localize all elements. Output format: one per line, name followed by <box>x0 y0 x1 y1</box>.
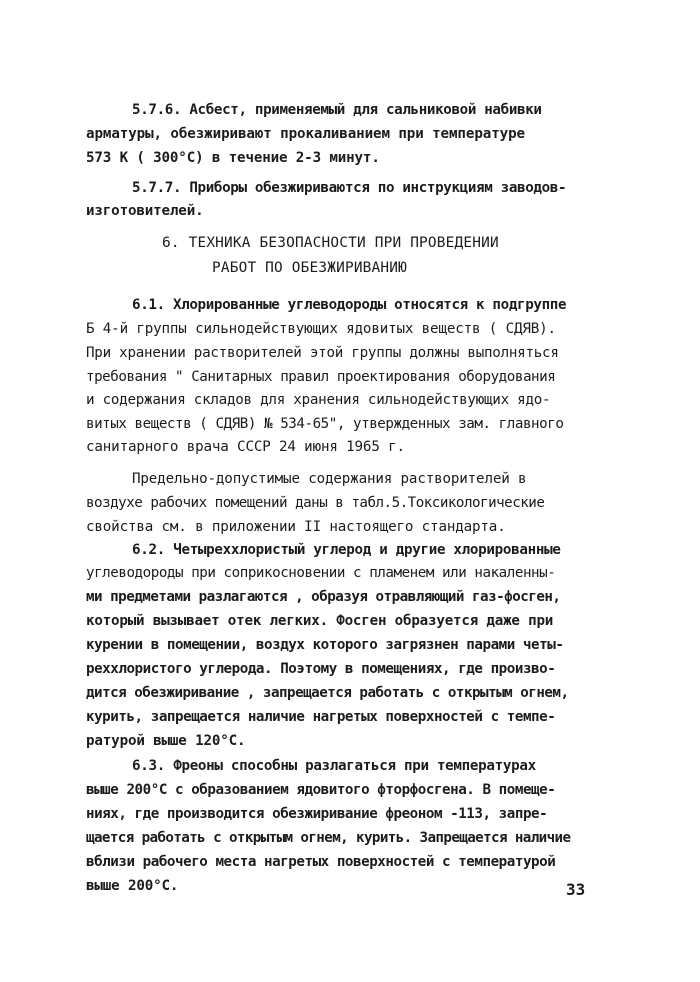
heading-line: РАБОТ ПО ОБЕЗЖИРИВАНИЮ <box>212 260 408 276</box>
text-line: 6.3. Фреоны способны разлагаться при температурах <box>132 758 536 774</box>
text-line: вблизи рабочего места нагретых поверхностей с температурой <box>86 854 556 870</box>
text-line: ниях, где производится обезжиривание фреоном -113, запре- <box>86 806 548 822</box>
text-line: курить, запрещается наличие нагретых поверхностей с темпе- <box>86 709 556 725</box>
text-line: При хранении растворителей этой группы должны выполняться <box>86 345 559 361</box>
text-line: 6.1. Хлорированные углеводороды относятся к подгруппе <box>132 297 567 313</box>
text-line: 5.7.6. Асбест, применяемый для сальниковой набивки <box>132 102 542 118</box>
text-line: углеводороды при соприкосновении с пламенем или накаленны- <box>86 565 556 581</box>
text-line: щается работать с открытым огнем, курить. Запрещается наличие <box>86 830 571 846</box>
text-line: 573 К ( 300°С) в течение 2-3 минут. <box>86 150 380 166</box>
text-line: воздухе рабочих помещений даны в табл.5.Токсикологические <box>86 495 545 511</box>
text-line: Предельно-допустимые содержания растворителей в <box>132 471 527 487</box>
text-line: выше 200°С. <box>86 878 179 894</box>
text-line: реххлористого углерода. Поэтому в помещениях, где произво- <box>86 661 556 677</box>
text-line: курении в помещении, воздух которого загрязнен парами четы- <box>86 637 564 653</box>
text-line: который вызывает отек легких. Фосген образуется даже при <box>86 613 554 629</box>
text-line: ми предметами разлагаются , образуя отравляющий газ-фосген, <box>86 589 561 605</box>
text-line: ратурой выше 120°С. <box>86 733 246 749</box>
text-line: арматуры, обезжиривают прокаливанием при температуре <box>86 126 525 142</box>
text-line: 6.2. Четыреххлористый углерод и другие хлорированные <box>132 542 561 558</box>
text-line: и содержания складов для хранения сильнодействующих ядо- <box>86 392 551 408</box>
page-number: 33 <box>566 880 586 899</box>
text-line: витых веществ ( СДЯВ) № 534-65", утвержденных зам. главного <box>86 416 564 432</box>
text-line: Б 4-й группы сильнодействующих ядовитых веществ ( СДЯВ). <box>86 321 556 337</box>
text-line: дится обезжиривание , запрещается работать с открытым огнем, <box>86 685 569 701</box>
text-line: изготовителей. <box>86 203 204 219</box>
text-line: санитарного врача СССР 24 июня 1965 г. <box>86 439 405 455</box>
text-line: 5.7.7. Приборы обезжириваются по инструкциям заводов- <box>132 180 567 196</box>
text-line: выше 200°С с образованием ядовитого фторфосгена. В помеще- <box>86 782 556 798</box>
text-line: требования " Санитарных правил проектирования оборудования <box>86 369 556 385</box>
heading-line: 6. ТЕХНИКА БЕЗОПАСНОСТИ ПРИ ПРОВЕДЕНИИ <box>162 235 499 251</box>
text-line: свойства см. в приложении II настоящего стандарта. <box>86 519 506 535</box>
